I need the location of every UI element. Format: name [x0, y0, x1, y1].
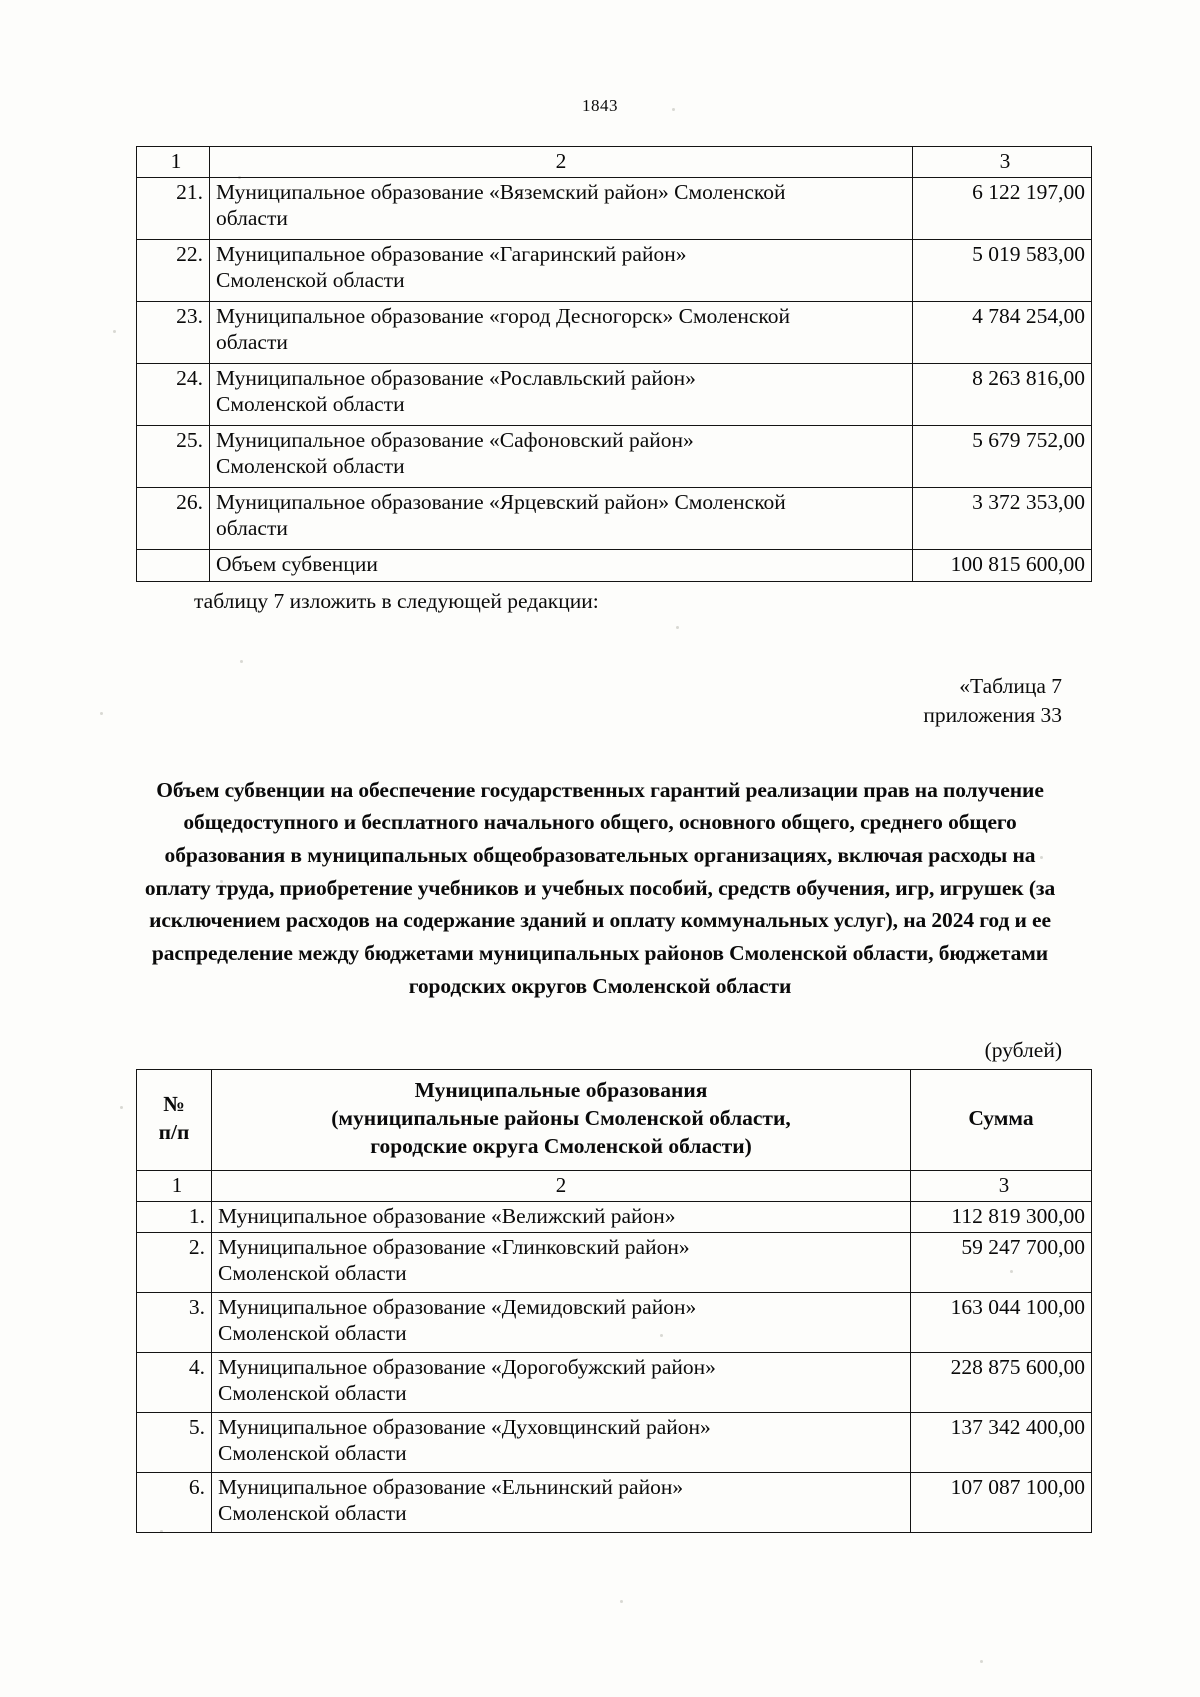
row-number: 23.	[137, 302, 210, 364]
table-header-row	[137, 1070, 1092, 1171]
total-label-text: Объем субвенции	[216, 552, 378, 577]
scan-speck	[620, 1600, 623, 1603]
table-row	[137, 240, 1092, 302]
row-number: 4.	[137, 1353, 212, 1413]
page-title: Объем субвенции на обеспечение государственных гарантий реализации прав на получение общедоступного и бесплатного начального общего, основного общего, среднего общего образования в муниципальных общеобразовательных организациях, включая расходы на оплату труда, приобретение учебников и учебных пособий, средств обучения, игр, игрушек (за исключением расходов на содержание зданий и оплату коммунальных услуг), на 2024 год и ее распределение между бюджетами муниципальных районов Смоленской области, бюджетами городских округов Смоленской области	[144, 777, 1056, 998]
row-amount: 8 263 816,00	[913, 364, 1092, 426]
municipality-line-1: Муниципальное образование «Дорогобужский район»	[218, 1355, 716, 1380]
table-row	[137, 1233, 1092, 1293]
column-header-sum: Сумма	[911, 1070, 1092, 1171]
municipality-line-2: Смоленской области	[218, 1320, 407, 1345]
subvention-table-continued	[136, 146, 1092, 582]
row-amount: 112 819 300,00	[911, 1202, 1092, 1233]
row-municipality	[212, 1202, 911, 1233]
row-municipality	[210, 488, 913, 550]
row-amount: 3 372 353,00	[913, 488, 1092, 550]
column-header-name-line-1: Муниципальные образования	[414, 1078, 708, 1103]
scan-speck	[980, 1660, 983, 1663]
table-row	[137, 426, 1092, 488]
municipality-line-2: Смоленской области	[216, 453, 405, 478]
row-number: 6.	[137, 1473, 212, 1533]
row-number: 5.	[137, 1413, 212, 1473]
municipality-line-1: Муниципальное образование «Велижский район»	[218, 1204, 676, 1229]
table-row	[137, 1293, 1092, 1353]
row-municipality	[210, 302, 913, 364]
table-row-total	[137, 550, 1092, 581]
row-amount: 59 247 700,00	[911, 1233, 1092, 1293]
municipality-line-1: Муниципальное образование «Гагаринский район»	[216, 242, 687, 267]
column-index-name: 2	[212, 1171, 911, 1202]
row-amount: 5 019 583,00	[913, 240, 1092, 302]
municipality-line-1: Муниципальное образование «город Десногорск» Смоленской	[216, 304, 791, 329]
column-header-name	[212, 1070, 911, 1171]
amendment-note: таблицу 7 изложить в следующей редакции:	[194, 588, 599, 613]
row-number: 26.	[137, 488, 210, 550]
column-header-no-line-2: п/п	[158, 1120, 190, 1145]
column-index-no: 1	[137, 1171, 212, 1202]
column-header-sum: 3	[913, 147, 1092, 178]
municipality-line-1: Муниципальное образование «Духовщинский район»	[218, 1415, 711, 1440]
row-municipality	[210, 240, 913, 302]
row-number: 25.	[137, 426, 210, 488]
table-row	[137, 1171, 1092, 1202]
column-header-no-line-1: №	[163, 1092, 185, 1117]
municipality-line-2: Смоленской области	[218, 1380, 407, 1405]
municipality-line-2: области	[216, 205, 288, 230]
municipality-line-1: Муниципальное образование «Вяземский район» Смоленской	[216, 180, 786, 205]
row-municipality	[210, 178, 913, 240]
row-number: 22.	[137, 240, 210, 302]
total-amount: 100 815 600,00	[913, 550, 1092, 581]
table-row	[137, 178, 1092, 240]
row-municipality	[212, 1233, 911, 1293]
row-municipality	[210, 426, 913, 488]
municipality-line-2: Смоленской области	[218, 1260, 407, 1285]
table-reference-line-1: «Таблица 7	[959, 673, 1062, 698]
column-index-sum: 3	[911, 1171, 1092, 1202]
row-number: 3.	[137, 1293, 212, 1353]
column-header-no: 1	[137, 147, 210, 178]
row-number: 2.	[137, 1233, 212, 1293]
row-amount: 137 342 400,00	[911, 1413, 1092, 1473]
table-reference-line-2: приложения 33	[923, 702, 1062, 727]
column-header-name: 2	[210, 147, 913, 178]
row-amount: 163 044 100,00	[911, 1293, 1092, 1353]
row-amount: 4 784 254,00	[913, 302, 1092, 364]
page-content	[136, 0, 1085, 1533]
row-municipality	[212, 1293, 911, 1353]
table-row	[137, 147, 1092, 178]
municipality-line-1: Муниципальное образование «Ельнинский район»	[218, 1475, 684, 1500]
column-header-name-line-3: городские округа Смоленской области)	[370, 1134, 752, 1159]
row-amount: 228 875 600,00	[911, 1353, 1092, 1413]
municipality-line-2: области	[216, 329, 288, 354]
scan-speck	[100, 712, 103, 715]
table-row	[137, 1413, 1092, 1473]
scan-speck	[113, 330, 116, 333]
municipality-line-1: Муниципальное образование «Ярцевский район» Смоленской	[216, 490, 786, 515]
municipality-line-2: Смоленской области	[216, 391, 405, 416]
row-number: 21.	[137, 178, 210, 240]
column-header-no	[137, 1070, 212, 1171]
municipality-line-1: Муниципальное образование «Сафоновский район»	[216, 428, 694, 453]
municipality-line-2: Смоленской области	[218, 1500, 407, 1525]
table-row	[137, 1202, 1092, 1233]
municipality-line-1: Муниципальное образование «Рославльский район»	[216, 366, 696, 391]
municipality-line-1: Муниципальное образование «Демидовский район»	[218, 1295, 697, 1320]
table-reference	[136, 672, 1062, 730]
scan-speck	[120, 1106, 123, 1109]
row-amount: 6 122 197,00	[913, 178, 1092, 240]
row-municipality	[212, 1353, 911, 1413]
row-municipality	[210, 364, 913, 426]
page-number: 1843	[582, 96, 618, 115]
table-row	[137, 302, 1092, 364]
table-row	[137, 1473, 1092, 1533]
row-number: 24.	[137, 364, 210, 426]
total-label	[210, 550, 913, 581]
row-number	[137, 550, 210, 581]
table-row	[137, 1353, 1092, 1413]
row-number: 1.	[137, 1202, 212, 1233]
units-label: (рублей)	[984, 1038, 1062, 1063]
municipality-line-2: Смоленской области	[218, 1440, 407, 1465]
municipality-line-2: области	[216, 515, 288, 540]
table-row	[137, 488, 1092, 550]
municipality-line-2: Смоленской области	[216, 267, 405, 292]
subvention-table-2024	[136, 1069, 1092, 1533]
table-row	[137, 364, 1092, 426]
row-municipality	[212, 1413, 911, 1473]
row-municipality	[212, 1473, 911, 1533]
municipality-line-1: Муниципальное образование «Глинковский район»	[218, 1235, 690, 1260]
row-amount: 5 679 752,00	[913, 426, 1092, 488]
row-amount: 107 087 100,00	[911, 1473, 1092, 1533]
column-header-name-line-2: (муниципальные районы Смоленской области,	[331, 1106, 791, 1131]
